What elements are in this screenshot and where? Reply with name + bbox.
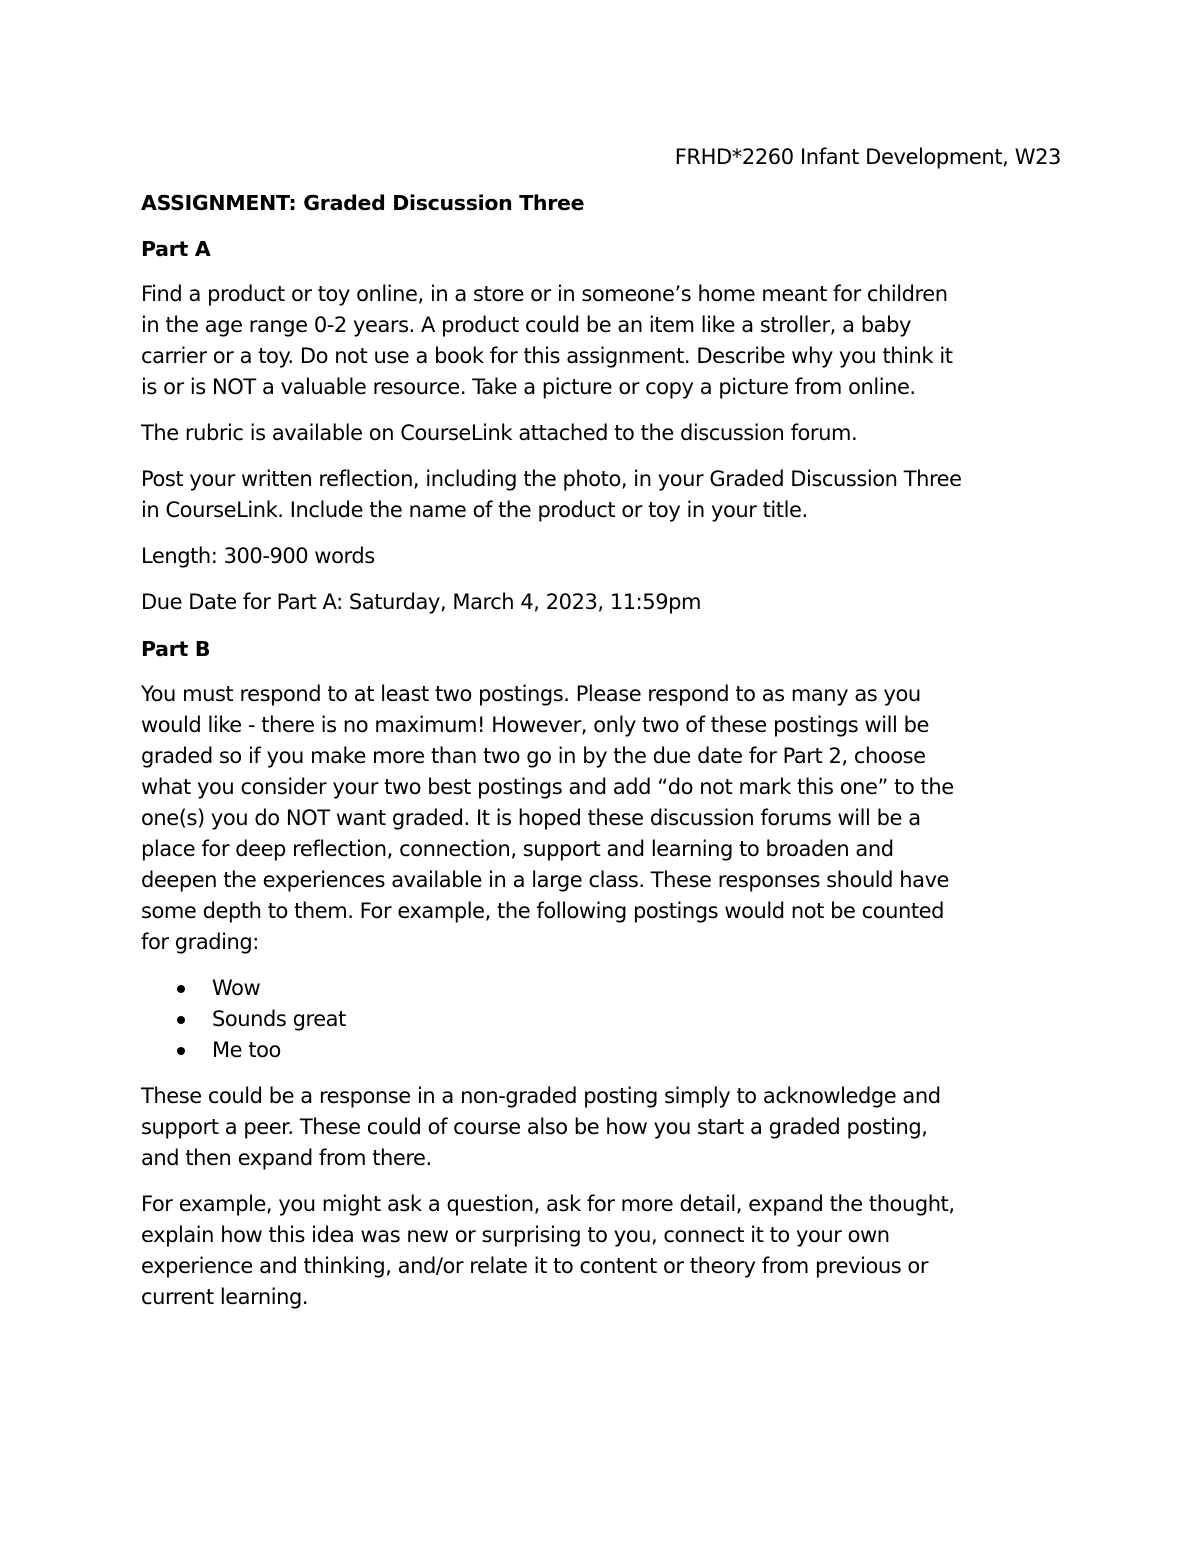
part-a-post-instructions: Post your written reflection, including the photo, in your Graded Discussion Three in CourseLink. Include the name of the product or toy in your title. <box>141 467 962 522</box>
list-item-text: Me too <box>212 1038 281 1062</box>
list-item-text: Wow <box>212 976 261 1000</box>
bullet-icon <box>177 1016 185 1024</box>
part-b-heading: Part B <box>141 637 211 661</box>
part-a-length: Length: 300-900 words <box>141 544 375 568</box>
part-a-due-date: Due Date for Part A: Saturday, March 4, 2023, 11:59pm <box>141 590 702 614</box>
example-postings-list <box>141 973 1061 1066</box>
part-a-heading: Part A <box>141 237 211 261</box>
assignment-title: ASSIGNMENT: Graded Discussion Three <box>141 191 585 215</box>
part-a-instructions: Find a product or toy online, in a store or in someone’s home meant for children in the age range 0-2 years. A product could be an item like a stroller, a baby carrier or a toy. Do not use a book for this assignment. Describe why you think it is or is NOT a valuable resource. Take a picture or copy a picture from online. <box>141 282 953 399</box>
part-a-rubric-note: The rubric is available on CourseLink attached to the discussion forum. <box>141 421 858 445</box>
list-item <box>177 973 1061 1004</box>
bullet-icon <box>177 985 185 993</box>
course-header: FRHD*2260 Infant Development, W23 <box>674 145 1061 169</box>
part-b-intro: You must respond to at least two postings. Please respond to as many as you would like - there is no maximum! However, only two of these postings will be graded so if you make more than two go in by the due date for Part 2, choose what you consider your two best postings and add “do not mark this one” to the one(s) you do NOT want graded. It is hoped these discussion forums will be a place for deep reflection, connection, support and learning to broaden and deepen the experiences available in a large class. These responses should have some depth to them. For example, the following postings would not be counted for grading: <box>141 682 954 954</box>
part-b-paragraph-3: For example, you might ask a question, ask for more detail, expand the thought, explain how this idea was new or surprising to you, connect it to your own experience and thinking, and/or relate it to content or theory from previous or current learning. <box>141 1192 955 1309</box>
list-item-text: Sounds great <box>212 1007 346 1031</box>
bullet-icon <box>177 1047 185 1055</box>
list-item <box>177 1035 1061 1066</box>
document-page <box>141 141 1061 1328</box>
part-b-paragraph-2: These could be a response in a non-graded posting simply to acknowledge and support a peer. These could of course also be how you start a graded posting, and then expand from there. <box>141 1084 941 1170</box>
list-item <box>177 1004 1061 1035</box>
